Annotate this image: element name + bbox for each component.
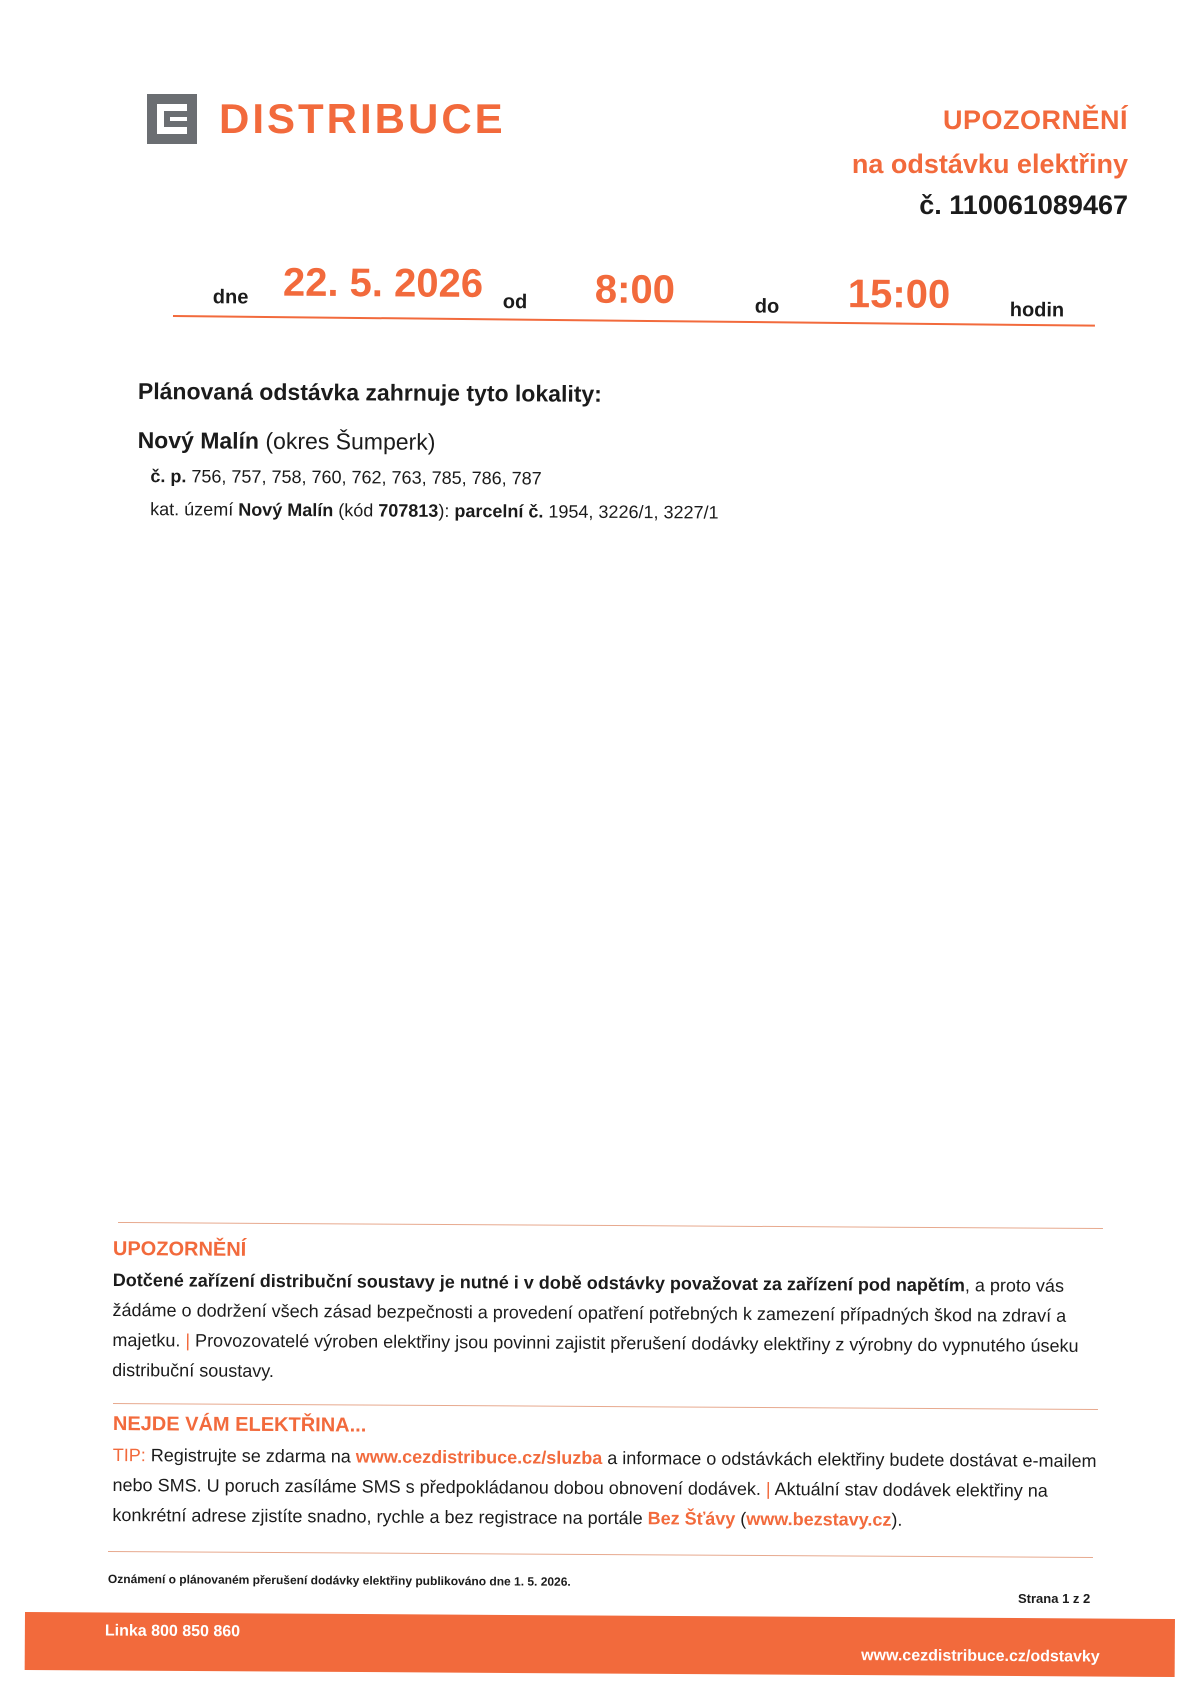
separator: | xyxy=(765,1478,771,1500)
company-logo xyxy=(147,94,506,144)
cadastral-code: 707813 xyxy=(378,500,439,521)
divider xyxy=(113,1403,1098,1410)
locations-heading: Plánovaná odstávka zahrnuje tyto lokality: xyxy=(137,378,602,407)
start-time: 8:00 xyxy=(594,267,676,313)
logo-text: DISTRIBUCE xyxy=(219,95,506,142)
footer-bar xyxy=(25,1612,1175,1677)
registration-link[interactable]: www.cezdistribuce.cz/sluzba xyxy=(355,1446,603,1468)
no-power-text-3: Aktuální stav dodávek elektřiny na konkrétní adrese zjistíte snadno, rychle a bez registrace na portále xyxy=(112,1479,1048,1529)
outage-date: 22. 5. 2026 xyxy=(282,260,484,306)
place-name: Nový Malín xyxy=(137,426,260,454)
warning-text-2: Provozovatelé výroben elektřiny jsou povinni zajistit přerušení dodávky elektřiny z výrobny do vypnutého úseku distribuční soustavy. xyxy=(112,1330,1079,1381)
cadastral-code-suffix: ): xyxy=(438,500,455,521)
parcel-label: parcelní č. xyxy=(454,500,544,522)
warning-title: UPOZORNĚNÍ xyxy=(112,1238,247,1261)
bezstavy-link[interactable]: www.bezstavy.cz xyxy=(746,1508,892,1530)
no-power-text-5: ). xyxy=(891,1509,903,1530)
locations-section xyxy=(137,378,719,524)
place-district: (okres Šumperk) xyxy=(258,427,436,455)
to-label: do xyxy=(754,295,780,318)
divider xyxy=(108,1551,1093,1558)
no-power-text-2: a informace o odstávkách elektřiny budete dostávat e-mailem nebo SMS. U poruch zasíláme SMS s předpokládanou dobou obnovení dodávek. xyxy=(112,1447,1097,1499)
outages-website-link[interactable]: www.cezdistribuce.cz/odstavky xyxy=(861,1647,1100,1666)
notice-header xyxy=(852,104,1128,221)
warning-text-1: , a proto vás žádáme o dodržení všech zásad bezpečnosti a provedení opatření potřebných k zamezení případných škod na zdraví a majetku. xyxy=(112,1275,1067,1351)
notice-subtitle: na odstávku elektřiny xyxy=(851,149,1128,180)
date-label: dne xyxy=(212,286,249,309)
warning-section xyxy=(112,1238,1103,1391)
cadastral-line xyxy=(150,499,719,523)
location-place xyxy=(138,427,720,458)
portal-name: Bez Šťávy xyxy=(647,1508,736,1529)
parcel-numbers: 1954, 3226/1, 3227/1 xyxy=(543,501,719,523)
tip-label: TIP: xyxy=(112,1444,146,1466)
hotline-number[interactable]: Linka 800 850 860 xyxy=(104,1622,241,1641)
house-numbers: 756, 757, 758, 760, 762, 763, 785, 786, 787 xyxy=(186,466,542,489)
no-power-text-4: ( xyxy=(735,1508,747,1529)
cadastral-prefix: kat. území xyxy=(150,499,239,520)
page-number: Strana 1 z 2 xyxy=(1018,1591,1091,1606)
no-power-text xyxy=(112,1440,1103,1536)
publication-note: Oznámení o plánovaném přerušení dodávky elektřiny publikováno dne 1. 5. 2026. xyxy=(107,1572,571,1589)
end-time: 15:00 xyxy=(847,272,951,317)
notice-number: č. 110061089467 xyxy=(919,189,1128,220)
cadastral-name: Nový Malín xyxy=(238,499,334,521)
no-power-text-1: Registrujte se zdarma na xyxy=(145,1445,356,1467)
cadastral-code-prefix: (kód xyxy=(333,500,379,521)
notice-title: UPOZORNĚNÍ xyxy=(942,105,1128,135)
house-numbers-line xyxy=(150,466,719,490)
separator: | xyxy=(185,1330,191,1351)
no-power-title: NEJDE VÁM ELEKTŘINA... xyxy=(112,1413,367,1437)
from-label: od xyxy=(502,291,528,314)
house-label: č. p. xyxy=(150,466,187,487)
cez-logo-icon xyxy=(147,94,197,144)
warning-text xyxy=(112,1265,1103,1391)
hours-label: hodin xyxy=(1009,299,1065,322)
no-power-section xyxy=(112,1413,1103,1536)
warning-bold-text: Dotčené zařízení distribuční soustavy je nutné i v době odstávky považovat za zařízení pod napětím xyxy=(112,1269,965,1296)
divider xyxy=(118,1222,1103,1229)
